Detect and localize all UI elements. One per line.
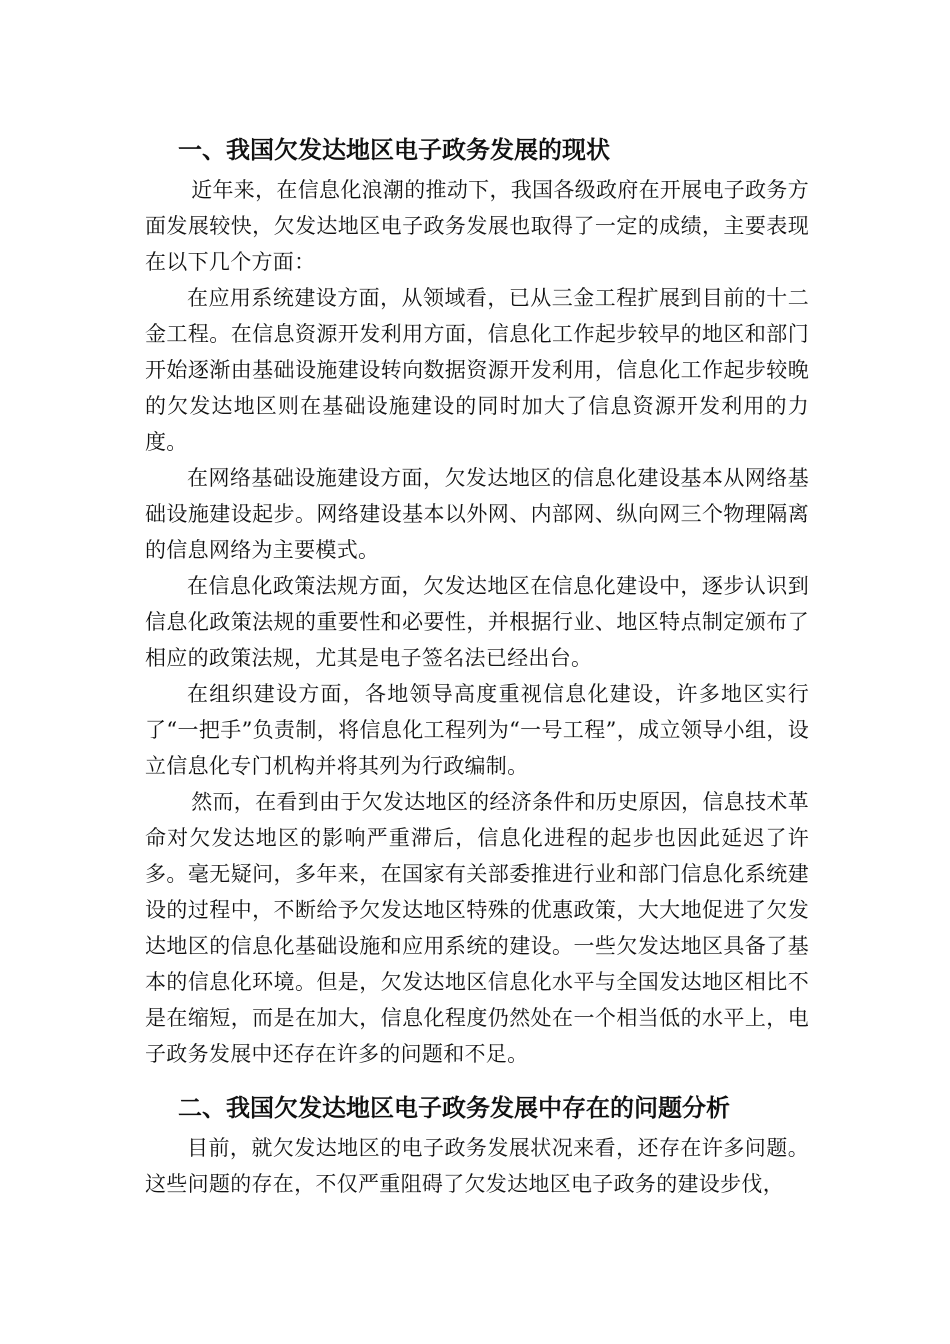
section-heading-1: 一、我国欠发达地区电子政务发展的现状 bbox=[178, 135, 610, 164]
paragraph: 然而，在看到由于欠发达地区的经济条件和历史原因，信息技术革命对欠发达地区的影响严重滞后，信息化进程的起步也因此延迟了许多。毫无疑问，多年来，在国家有关部委推进行业和部门信息化系统建设的过程中，不断给予欠发达地区特殊的优惠政策，大大地促进了欠发达地区的信息化基础设施和应用系统的建设。一些欠发达地区具备了基本的信息化环境。但是，欠发达地区信息化水平与全国发达地区相比不是在缩短，而是在加大，信息化程度仍然处在一个相当低的水平上，电子政务发展中还存在许多的问题和不足。 bbox=[145, 790, 809, 1066]
paragraph: 在应用系统建设方面，从领域看，已从三金工程扩展到目前的十二金工程。在信息资源开发利用方面，信息化工作起步较早的地区和部门开始逐渐由基础设施建设转向数据资源开发利用，信息化工作起步较晚的欠发达地区则在基础设施建设的同时加大了信息资源开发利用的力度。 bbox=[145, 286, 809, 454]
paragraph: 目前，就欠发达地区的电子政务发展状况来看，还存在许多问题。这些问题的存在，不仅严重阻碍了欠发达地区电子政务的建设步伐， bbox=[145, 1136, 809, 1196]
paragraph: 在网络基础设施建设方面，欠发达地区的信息化建设基本从网络基础设施建设起步。网络建设基本以外网、内部网、纵向网三个物理隔离的信息网络为主要模式。 bbox=[145, 466, 809, 562]
paragraph: 在信息化政策法规方面，欠发达地区在信息化建设中，逐步认识到信息化政策法规的重要性和必要性，并根据行业、地区特点制定颁布了相应的政策法规，尤其是电子签名法已经出台。 bbox=[145, 574, 809, 670]
paragraph: 近年来，在信息化浪潮的推动下，我国各级政府在开展电子政务方面发展较快，欠发达地区电子政务发展也取得了一定的成绩，主要表现在以下几个方面： bbox=[145, 178, 809, 274]
section-heading-2: 二、我国欠发达地区电子政务发展中存在的问题分析 bbox=[178, 1093, 730, 1122]
document-body bbox=[145, 128, 809, 1202]
paragraph: 在组织建设方面，各地领导高度重视信息化建设，许多地区实行了“一把手”负责制，将信息化工程列为“一号工程”，成立领导小组，设立信息化专门机构并将其列为行政编制。 bbox=[145, 682, 809, 778]
